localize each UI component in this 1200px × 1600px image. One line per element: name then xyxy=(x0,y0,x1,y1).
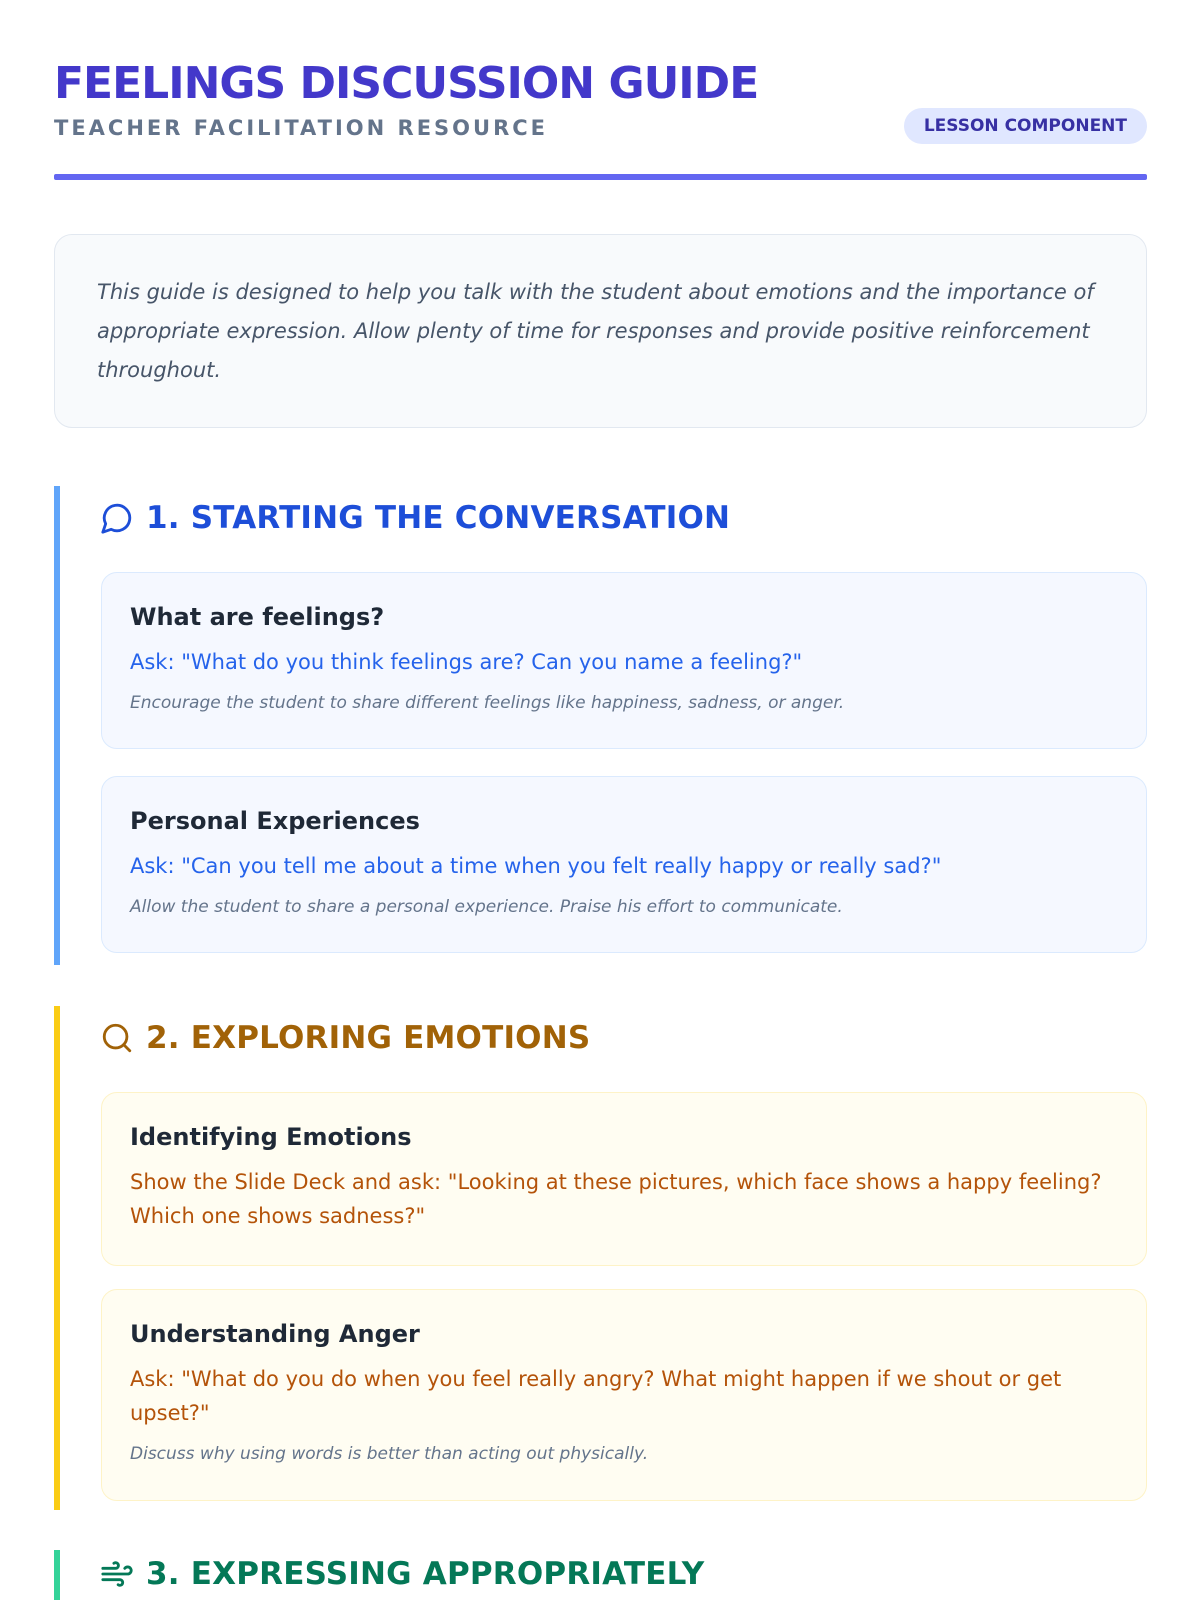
search-icon xyxy=(100,1021,134,1055)
intro-text: This guide is designed to help you talk with the student about emotions and the importance of appropriate expression. Allow plenty of time for responses and provide positive reinforcement throughout. xyxy=(97,280,1094,382)
section-starting-conversation xyxy=(54,486,1147,965)
section-accent-bar xyxy=(54,1550,60,1600)
card-identifying-emotions xyxy=(101,1092,1147,1266)
card-understanding-anger xyxy=(101,1289,1147,1501)
section-exploring-emotions xyxy=(54,1006,1147,1510)
card-heading: Personal Experiences xyxy=(130,807,420,835)
card-heading: Identifying Emotions xyxy=(130,1123,412,1151)
card-ask: Ask: "What do you do when you feel really angry? What might happen if we shout or get upset?" xyxy=(130,1367,1062,1425)
page-title: FEELINGS DISCUSSION GUIDE xyxy=(54,58,759,109)
header xyxy=(54,56,1147,140)
card-heading: Understanding Anger xyxy=(130,1320,420,1348)
section-accent-bar xyxy=(54,486,60,965)
section-title: 1. STARTING THE CONVERSATION xyxy=(146,500,731,536)
card-personal-experiences xyxy=(101,776,1147,953)
header-divider xyxy=(54,174,1147,180)
section-header xyxy=(100,1020,590,1056)
card-note: Allow the student to share a personal experience. Praise his effort to communicate. xyxy=(130,897,843,917)
card-note: Encourage the student to share different feelings like happiness, sadness, or anger. xyxy=(130,693,845,713)
section-header xyxy=(100,1556,704,1592)
card-note: Discuss why using words is better than acting out physically. xyxy=(130,1444,649,1464)
card-what-are-feelings xyxy=(101,572,1147,749)
card-ask: Show the Slide Deck and ask: "Looking at these pictures, which face shows a happy feeling? Which one shows sadness?" xyxy=(130,1170,1102,1228)
section-title: 2. EXPLORING EMOTIONS xyxy=(146,1020,591,1056)
lesson-badge: LESSON COMPONENT xyxy=(904,108,1147,144)
section-accent-bar xyxy=(54,1006,60,1510)
wind-icon xyxy=(100,1557,134,1591)
section-header xyxy=(100,500,730,536)
section-expressing-appropriately xyxy=(54,1550,1147,1600)
section-title: 3. EXPRESSING APPROPRIATELY xyxy=(146,1556,705,1592)
card-ask: Ask: "What do you think feelings are? Can you name a feeling?" xyxy=(130,650,803,674)
card-heading: What are feelings? xyxy=(130,603,385,631)
speech-bubble-icon xyxy=(100,501,134,535)
intro-box xyxy=(54,234,1147,428)
page-subtitle: TEACHER FACILITATION RESOURCE xyxy=(54,116,549,140)
card-ask: Ask: "Can you tell me about a time when you felt really happy or really sad?" xyxy=(130,854,942,878)
